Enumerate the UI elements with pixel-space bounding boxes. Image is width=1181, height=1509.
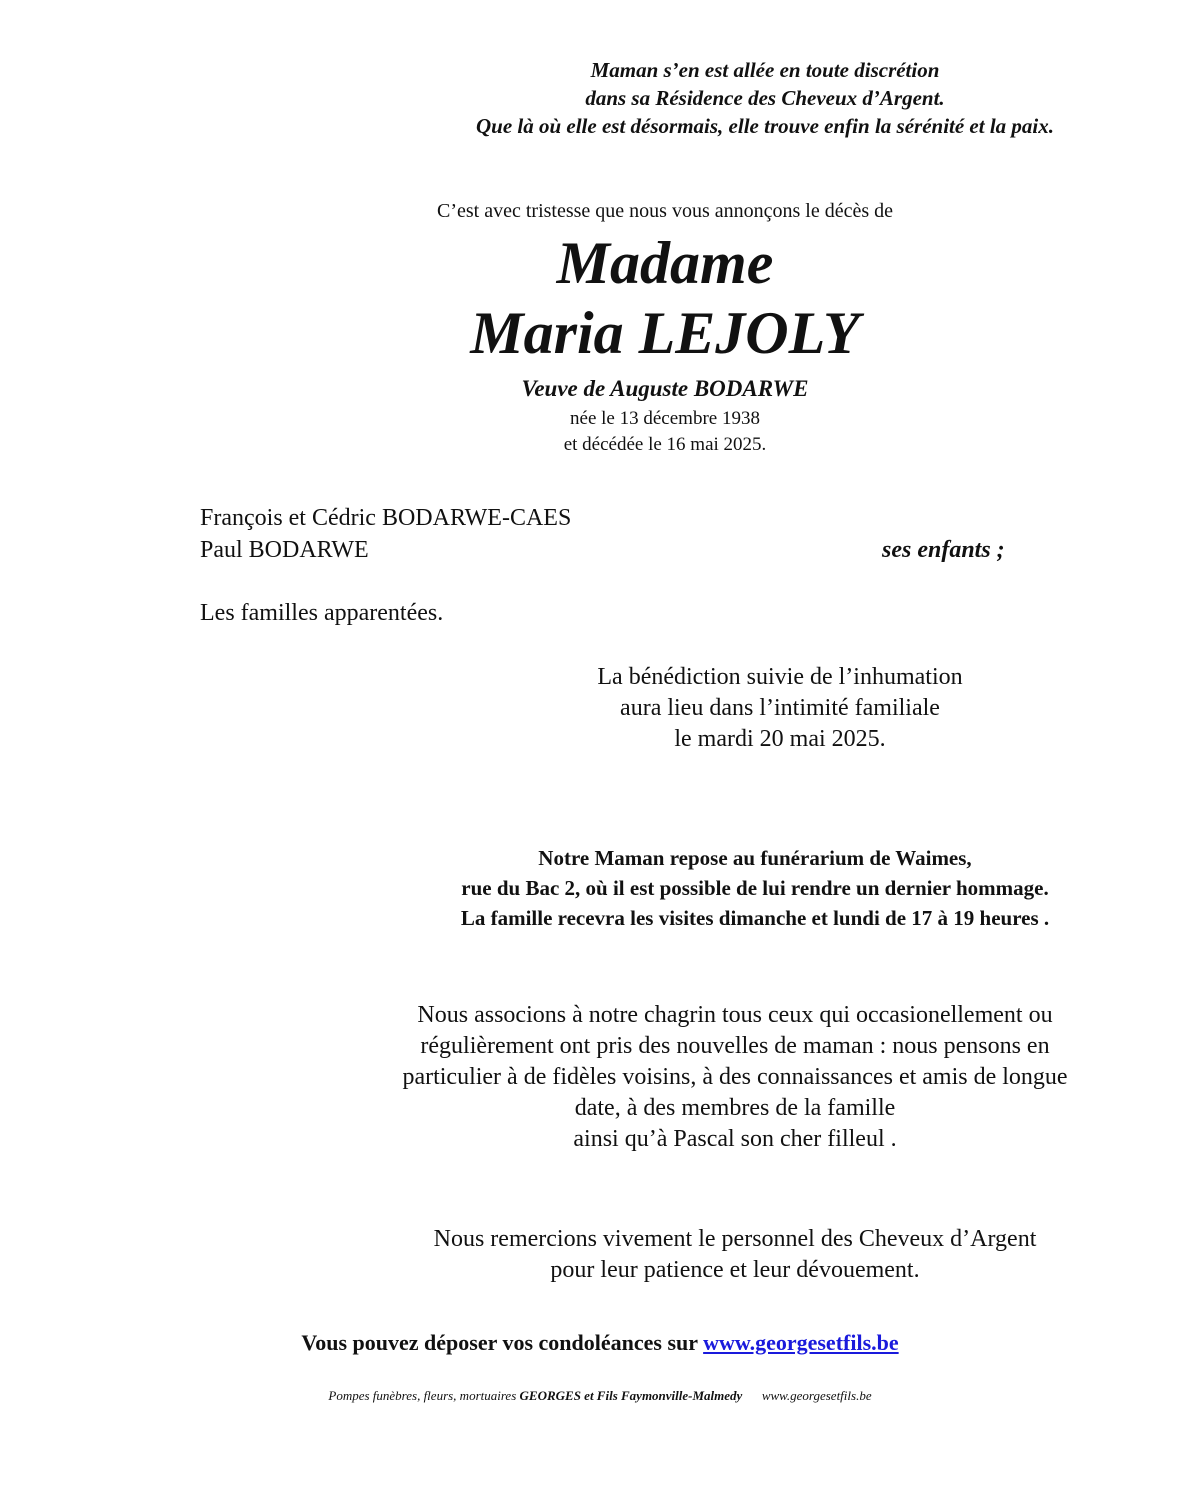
- epigraph-line: Maman s’en est allée en toute discrétion: [590, 58, 940, 82]
- condolences-text: Vous pouvez déposer vos condoléances sur: [301, 1330, 704, 1355]
- family-line: François et Cédric BODARWE-CAES: [200, 505, 572, 531]
- footer: [200, 1388, 1000, 1404]
- birth-date: née le 13 décembre 1938: [570, 408, 760, 429]
- title-line: Maria LEJOLY: [470, 300, 860, 366]
- epigraph-line: dans sa Résidence des Cheveux d’Argent.: [585, 86, 945, 110]
- announcement-intro: C’est avec tristesse que nous vous annonçons le décès de: [437, 200, 893, 222]
- association-line: ainsi qu’à Pascal son cher filleul .: [573, 1126, 897, 1152]
- epigraph: [400, 56, 1130, 140]
- ceremony-info: [480, 662, 1080, 755]
- association-line: particulier à de fidèles voisins, à des connaissances et amis de longue: [402, 1064, 1068, 1090]
- repose-line: La famille recevra les visites dimanche et lundi de 17 à 19 heures .: [460, 906, 1050, 930]
- thanks-line: Nous remercions vivement le personnel des Cheveux d’Argent: [433, 1226, 1037, 1252]
- widow-of: Veuve de Auguste BODARWE: [521, 376, 809, 401]
- condolences-link[interactable]: www.georgesetfils.be: [703, 1330, 899, 1355]
- association-line: Nous associons à notre chagrin tous ceux qui occasionellement ou: [417, 1002, 1053, 1028]
- repose-line: rue du Bac 2, où il est possible de lui rendre un dernier hommage.: [461, 876, 1049, 900]
- relatives-line: Les familles apparentées.: [200, 600, 444, 626]
- funeral-home-info: [330, 843, 1180, 933]
- deceased-name: [330, 228, 1000, 368]
- ceremony-line: le mardi 20 mai 2025.: [674, 726, 886, 752]
- ceremony-line: aura lieu dans l’intimité familiale: [620, 695, 940, 721]
- children-label: ses enfants ;: [882, 537, 1005, 563]
- death-date: et décédée le 16 mai 2025.: [563, 434, 767, 455]
- association-message: [340, 1000, 1130, 1155]
- family-line: Paul BODARWE: [200, 537, 369, 563]
- ceremony-line: La bénédiction suivie de l’inhumation: [597, 664, 963, 690]
- title-line: Madame: [556, 230, 774, 296]
- repose-line: Notre Maman repose au funérarium de Waimes,: [538, 846, 972, 870]
- thanks-message: [340, 1224, 1130, 1286]
- thanks-line: pour leur patience et leur dévouement.: [550, 1257, 920, 1283]
- footer-site: www.georgesetfils.be: [761, 1388, 872, 1403]
- epigraph-line: Que là où elle est désormais, elle trouve enfin la sérénité et la paix.: [475, 114, 1055, 138]
- association-line: régulièrement ont pris des nouvelles de maman : nous pensons en: [420, 1033, 1050, 1059]
- association-line: date, à des membres de la famille: [574, 1095, 896, 1121]
- footer-company: GEORGES et Fils Faymonville-Malmedy: [519, 1388, 743, 1403]
- footer-prefix: Pompes funèbres, fleurs, mortuaires: [328, 1388, 520, 1403]
- condolences-line: [200, 1330, 1000, 1356]
